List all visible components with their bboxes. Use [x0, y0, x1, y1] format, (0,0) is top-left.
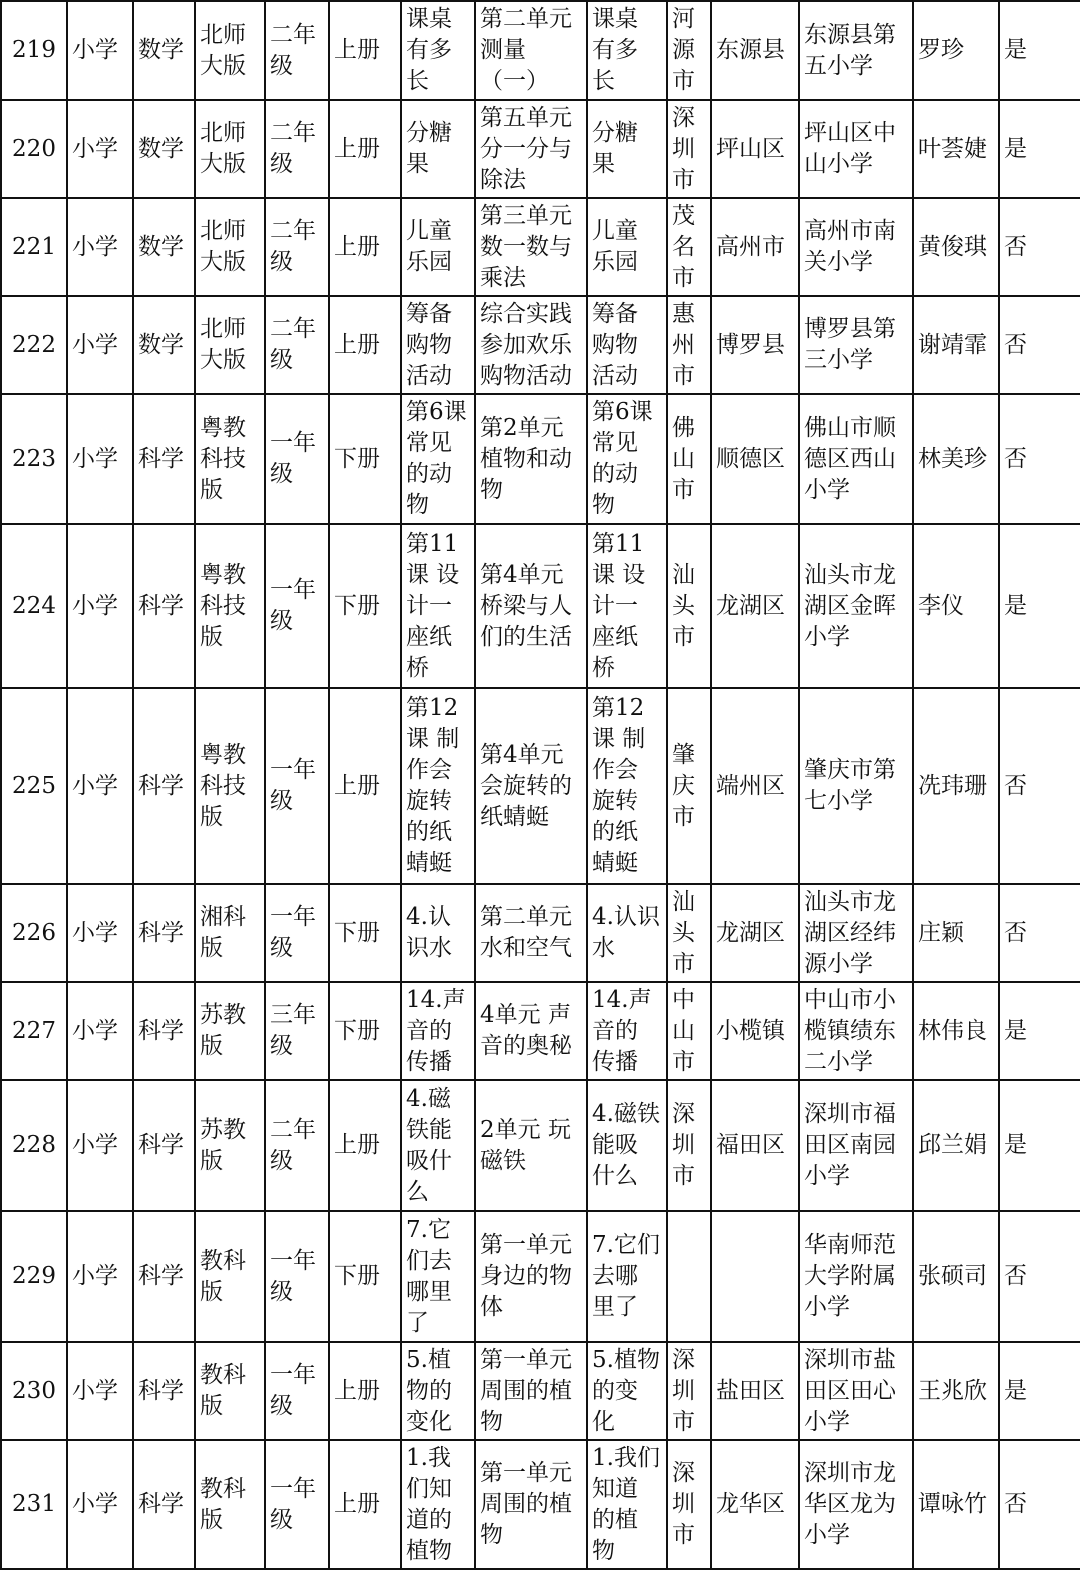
teacher-cell: 林美珍 [913, 394, 999, 524]
teacher-cell: 张硕司 [913, 1211, 999, 1342]
volume-cell: 上册 [329, 1440, 401, 1569]
city-cell: 汕 头 市 [667, 884, 711, 982]
edition-cell: 粤教 科技 版 [195, 394, 265, 524]
unit-cell: 2单元 玩 磁铁 [475, 1080, 587, 1211]
subject-cell: 科学 [133, 982, 195, 1080]
row-number-cell: 225 [1, 688, 67, 884]
grade-cell: 二年 级 [265, 1080, 329, 1211]
teacher-cell: 庄颖 [913, 884, 999, 982]
volume-cell: 上册 [329, 688, 401, 884]
subject-cell: 数学 [133, 296, 195, 394]
row-number-cell: 227 [1, 982, 67, 1080]
topic-cell: 第6课 常见 的动 物 [587, 394, 667, 524]
city-cell: 深 圳 市 [667, 100, 711, 198]
district-cell: 龙华区 [711, 1440, 799, 1569]
edition-cell: 教科 版 [195, 1440, 265, 1569]
teacher-cell: 邱兰娟 [913, 1080, 999, 1211]
topic-cell: 第11 课 设 计一 座纸 桥 [587, 524, 667, 688]
topic-cell: 1.我们 知道 的植 物 [587, 1440, 667, 1569]
school-cell: 肇庆市第 七小学 [799, 688, 913, 884]
district-cell: 东源县 [711, 1, 799, 100]
city-cell: 佛 山 市 [667, 394, 711, 524]
city-cell: 肇 庆 市 [667, 688, 711, 884]
unit-cell: 第五单元 分一分与 除法 [475, 100, 587, 198]
topic-cell: 儿童 乐园 [587, 198, 667, 296]
flag-cell: 否 [999, 394, 1080, 524]
table-body [1, 1, 1080, 1569]
district-cell: 龙湖区 [711, 884, 799, 982]
flag-cell: 否 [999, 198, 1080, 296]
grade-cell: 二年 级 [265, 198, 329, 296]
table-row [1, 1440, 1080, 1569]
volume-cell: 上册 [329, 198, 401, 296]
subject-cell: 数学 [133, 198, 195, 296]
unit-cell: 第二单元 水和空气 [475, 884, 587, 982]
topic-cell: 筹备 购物 活动 [587, 296, 667, 394]
unit-cell: 第二单元 测量 （一） [475, 1, 587, 100]
lesson-title-cell: 4.磁 铁能 吸什 么 [401, 1080, 475, 1211]
row-number-cell: 220 [1, 100, 67, 198]
city-cell: 汕 头 市 [667, 524, 711, 688]
edition-cell: 教科 版 [195, 1211, 265, 1342]
row-number-cell: 223 [1, 394, 67, 524]
teacher-cell: 林伟良 [913, 982, 999, 1080]
subject-cell: 科学 [133, 1342, 195, 1440]
stage-cell: 小学 [67, 100, 133, 198]
table-row [1, 296, 1080, 394]
school-cell: 深圳市龙 华区龙为 小学 [799, 1440, 913, 1569]
teacher-cell: 王兆欣 [913, 1342, 999, 1440]
subject-cell: 科学 [133, 1211, 195, 1342]
grade-cell: 一年 级 [265, 524, 329, 688]
flag-cell: 是 [999, 1, 1080, 100]
row-number-cell: 222 [1, 296, 67, 394]
district-cell: 端州区 [711, 688, 799, 884]
flag-cell: 否 [999, 296, 1080, 394]
volume-cell: 上册 [329, 100, 401, 198]
volume-cell: 下册 [329, 982, 401, 1080]
school-cell: 中山市小 榄镇绩东 二小学 [799, 982, 913, 1080]
unit-cell: 第一单元 周围的植 物 [475, 1440, 587, 1569]
district-cell: 小榄镇 [711, 982, 799, 1080]
district-cell: 坪山区 [711, 100, 799, 198]
lesson-title-cell: 课桌 有多 长 [401, 1, 475, 100]
table-row [1, 688, 1080, 884]
lesson-title-cell: 第11 课 设 计一 座纸 桥 [401, 524, 475, 688]
topic-cell: 5.植物 的变 化 [587, 1342, 667, 1440]
city-cell: 深 圳 市 [667, 1342, 711, 1440]
school-cell: 汕头市龙 湖区金晖 小学 [799, 524, 913, 688]
stage-cell: 小学 [67, 1080, 133, 1211]
volume-cell: 下册 [329, 524, 401, 688]
edition-cell: 湘科 版 [195, 884, 265, 982]
stage-cell: 小学 [67, 296, 133, 394]
teacher-cell: 谢靖霏 [913, 296, 999, 394]
lesson-title-cell: 4.认 识水 [401, 884, 475, 982]
teacher-cell: 黄俊琪 [913, 198, 999, 296]
edition-cell: 粤教 科技 版 [195, 688, 265, 884]
table-row [1, 884, 1080, 982]
subject-cell: 科学 [133, 394, 195, 524]
flag-cell: 是 [999, 1342, 1080, 1440]
stage-cell: 小学 [67, 1, 133, 100]
unit-cell: 第一单元 身边的物 体 [475, 1211, 587, 1342]
flag-cell: 否 [999, 1440, 1080, 1569]
flag-cell: 是 [999, 524, 1080, 688]
flag-cell: 否 [999, 884, 1080, 982]
grade-cell: 一年 级 [265, 1211, 329, 1342]
lesson-title-cell: 儿童 乐园 [401, 198, 475, 296]
grade-cell: 二年 级 [265, 100, 329, 198]
city-cell: 中 山 市 [667, 982, 711, 1080]
district-cell: 龙湖区 [711, 524, 799, 688]
lesson-title-cell: 筹备 购物 活动 [401, 296, 475, 394]
school-cell: 博罗县第 三小学 [799, 296, 913, 394]
row-number-cell: 231 [1, 1440, 67, 1569]
table-row [1, 1342, 1080, 1440]
volume-cell: 上册 [329, 1080, 401, 1211]
district-cell: 高州市 [711, 198, 799, 296]
row-number-cell: 230 [1, 1342, 67, 1440]
lesson-title-cell: 第6课 常见 的动 物 [401, 394, 475, 524]
subject-cell: 科学 [133, 1440, 195, 1569]
district-cell: 盐田区 [711, 1342, 799, 1440]
lesson-title-cell: 5.植 物的 变化 [401, 1342, 475, 1440]
row-number-cell: 229 [1, 1211, 67, 1342]
lesson-title-cell: 14.声 音的 传播 [401, 982, 475, 1080]
flag-cell: 是 [999, 100, 1080, 198]
school-cell: 华南师范 大学附属 小学 [799, 1211, 913, 1342]
subject-cell: 科学 [133, 884, 195, 982]
subject-cell: 科学 [133, 688, 195, 884]
lesson-title-cell: 分糖 果 [401, 100, 475, 198]
flag-cell: 是 [999, 982, 1080, 1080]
school-cell: 高州市南 关小学 [799, 198, 913, 296]
grade-cell: 一年 级 [265, 1342, 329, 1440]
unit-cell: 第2单元 植物和动 物 [475, 394, 587, 524]
flag-cell: 否 [999, 688, 1080, 884]
subject-cell: 数学 [133, 1, 195, 100]
school-cell: 坪山区中 山小学 [799, 100, 913, 198]
topic-cell: 第12 课 制 作会 旋转 的纸 蜻蜓 [587, 688, 667, 884]
grade-cell: 三年 级 [265, 982, 329, 1080]
edition-cell: 苏教 版 [195, 982, 265, 1080]
edition-cell: 苏教 版 [195, 1080, 265, 1211]
unit-cell: 第一单元 周围的植 物 [475, 1342, 587, 1440]
grade-cell: 二年 级 [265, 1, 329, 100]
flag-cell: 否 [999, 1211, 1080, 1342]
table-row [1, 394, 1080, 524]
volume-cell: 下册 [329, 1211, 401, 1342]
table-row [1, 198, 1080, 296]
table-row [1, 1080, 1080, 1211]
school-cell: 深圳市盐 田区田心 小学 [799, 1342, 913, 1440]
row-number-cell: 224 [1, 524, 67, 688]
school-cell: 东源县第 五小学 [799, 1, 913, 100]
stage-cell: 小学 [67, 1211, 133, 1342]
school-cell: 汕头市龙 湖区经纬 源小学 [799, 884, 913, 982]
subject-cell: 科学 [133, 1080, 195, 1211]
topic-cell: 课桌 有多 长 [587, 1, 667, 100]
school-cell: 佛山市顺 德区西山 小学 [799, 394, 913, 524]
grade-cell: 一年 级 [265, 394, 329, 524]
stage-cell: 小学 [67, 524, 133, 688]
district-cell [711, 1211, 799, 1342]
edition-cell: 北师 大版 [195, 100, 265, 198]
volume-cell: 上册 [329, 1, 401, 100]
volume-cell: 上册 [329, 1342, 401, 1440]
city-cell [667, 1211, 711, 1342]
table-row [1, 1, 1080, 100]
subject-cell: 科学 [133, 524, 195, 688]
city-cell: 惠 州 市 [667, 296, 711, 394]
grade-cell: 一年 级 [265, 884, 329, 982]
table-row [1, 524, 1080, 688]
city-cell: 深 圳 市 [667, 1080, 711, 1211]
edition-cell: 北师 大版 [195, 296, 265, 394]
grade-cell: 一年 级 [265, 688, 329, 884]
table-row [1, 100, 1080, 198]
city-cell: 深 圳 市 [667, 1440, 711, 1569]
unit-cell: 综合实践 参加欢乐 购物活动 [475, 296, 587, 394]
table-row [1, 1211, 1080, 1342]
stage-cell: 小学 [67, 884, 133, 982]
topic-cell: 7.它们 去哪 里了 [587, 1211, 667, 1342]
topic-cell: 分糖 果 [587, 100, 667, 198]
row-number-cell: 228 [1, 1080, 67, 1211]
district-cell: 顺德区 [711, 394, 799, 524]
row-number-cell: 221 [1, 198, 67, 296]
unit-cell: 4单元 声 音的奥秘 [475, 982, 587, 1080]
edition-cell: 粤教 科技 版 [195, 524, 265, 688]
edition-cell: 北师 大版 [195, 198, 265, 296]
row-number-cell: 219 [1, 1, 67, 100]
volume-cell: 下册 [329, 394, 401, 524]
unit-cell: 第4单元 会旋转的 纸蜻蜓 [475, 688, 587, 884]
edition-cell: 教科 版 [195, 1342, 265, 1440]
table-row [1, 982, 1080, 1080]
row-number-cell: 226 [1, 884, 67, 982]
grade-cell: 一年 级 [265, 1440, 329, 1569]
lesson-title-cell: 7.它 们去 哪里 了 [401, 1211, 475, 1342]
topic-cell: 14.声 音的 传播 [587, 982, 667, 1080]
flag-cell: 是 [999, 1080, 1080, 1211]
topic-cell: 4.认识 水 [587, 884, 667, 982]
stage-cell: 小学 [67, 1342, 133, 1440]
teacher-cell: 李仪 [913, 524, 999, 688]
stage-cell: 小学 [67, 688, 133, 884]
stage-cell: 小学 [67, 394, 133, 524]
district-cell: 福田区 [711, 1080, 799, 1211]
edition-cell: 北师 大版 [195, 1, 265, 100]
topic-cell: 4.磁铁 能吸 什么 [587, 1080, 667, 1211]
volume-cell: 上册 [329, 296, 401, 394]
teacher-cell: 冼玮珊 [913, 688, 999, 884]
unit-cell: 第4单元 桥梁与人 们的生活 [475, 524, 587, 688]
grade-cell: 二年 级 [265, 296, 329, 394]
district-cell: 博罗县 [711, 296, 799, 394]
teacher-cell: 谭咏竹 [913, 1440, 999, 1569]
lesson-title-cell: 1.我 们知 道的 植物 [401, 1440, 475, 1569]
subject-cell: 数学 [133, 100, 195, 198]
teacher-cell: 罗珍 [913, 1, 999, 100]
city-cell: 河 源 市 [667, 1, 711, 100]
school-cell: 深圳市福 田区南园 小学 [799, 1080, 913, 1211]
lesson-title-cell: 第12 课 制 作会 旋转 的纸 蜻蜓 [401, 688, 475, 884]
teacher-cell: 叶荟婕 [913, 100, 999, 198]
stage-cell: 小学 [67, 982, 133, 1080]
city-cell: 茂 名 市 [667, 198, 711, 296]
stage-cell: 小学 [67, 198, 133, 296]
stage-cell: 小学 [67, 1440, 133, 1569]
volume-cell: 下册 [329, 884, 401, 982]
unit-cell: 第三单元 数一数与 乘法 [475, 198, 587, 296]
